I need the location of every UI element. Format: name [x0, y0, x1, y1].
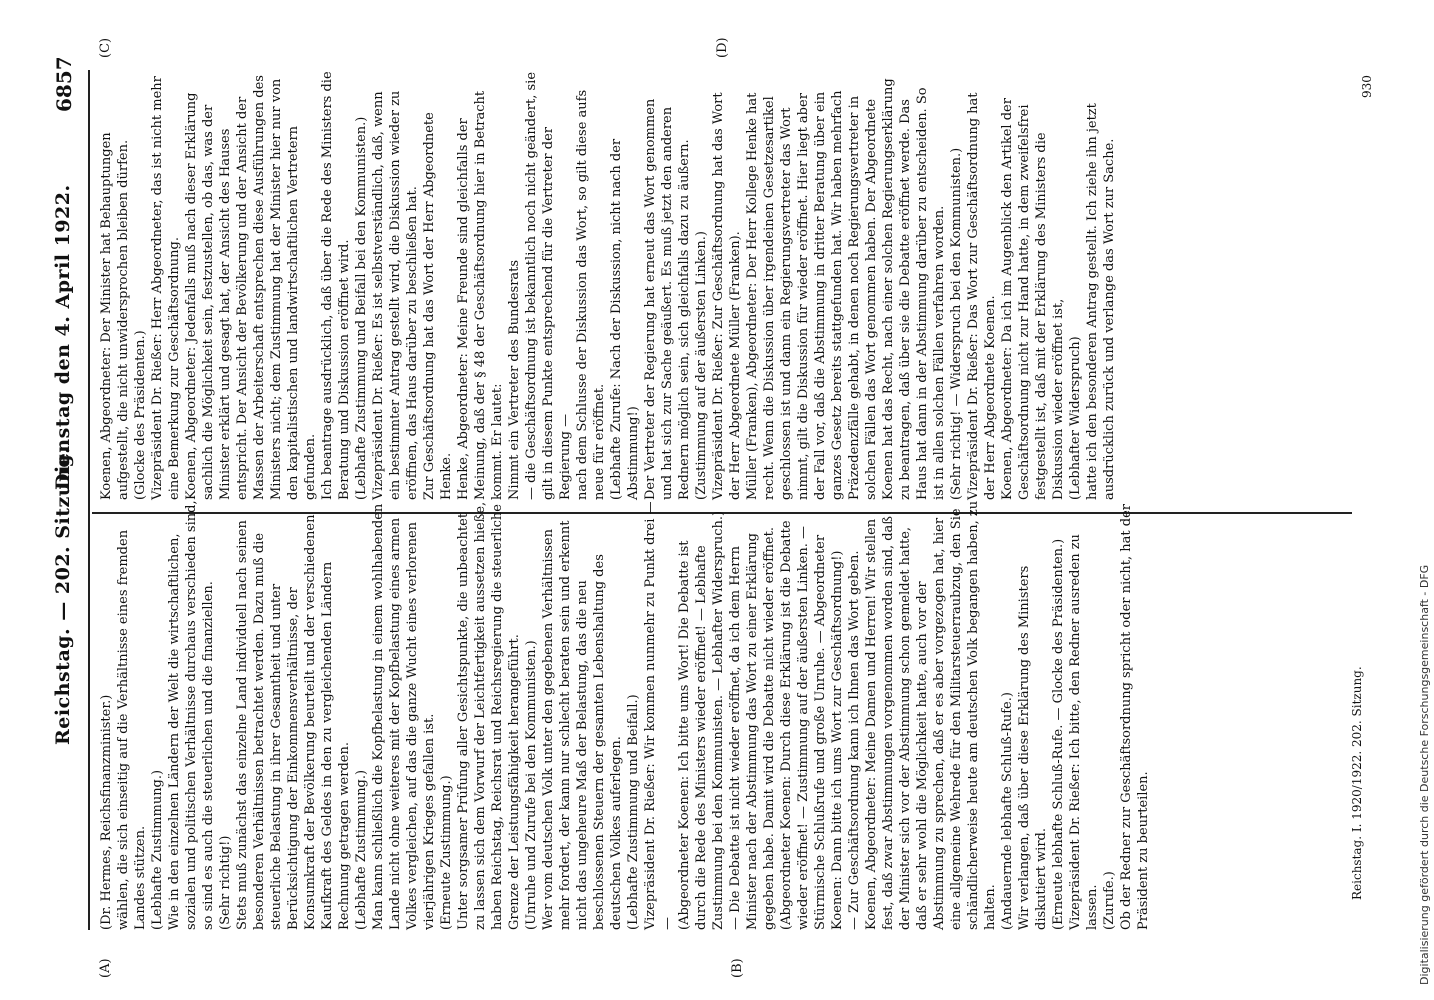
- left-p16: (Abgeordneter Koenen: Durch diese Erklärung ist die Debatte wieder eröffnet! — Zustimmung auf der äußersten Linken. — Stürmische Schlußrufe und große Unruhe. — Abgeordneter Koenen: Dann bitte ich ums Wort zur Geschäftsordnung!): [779, 520, 845, 930]
- left-p18: Koenen, Abgeordneter: Meine Damen und Herren! Wir stellen fest, daß zwar Abstimmungen vorgenommen worden sind, daß der Minister sich vor der Abstimmung schon gemeldet hatte, daß er sehr wohl die Möglichkeit hatte, auch vor der Abstimmung zu sprechen, daß er es aber vorgezogen hat, hier eine allgemeine Wehrede für den Militarsteuerraubzug, den Sie schändlicherweise heute am deutschen Volk begangen haben, zu halten.: [864, 500, 998, 930]
- left-p1: wählen, die sich einseitig auf die Verhältnisse eines fremden Landes stützen.: [116, 529, 148, 930]
- header-center: Dienstag den 4. April 1922.: [52, 184, 74, 490]
- left-p2: (Lebhafte Zustimmung.): [150, 769, 165, 930]
- margin-marker-c: (C): [98, 37, 113, 58]
- left-p7: Man kann schließlich die Kopfbelastung in einem wohlhabenden Lande nicht ohne weiteres mit der Kopfbelastung eines armen Volkes vergleichen, auf das die ganze Wucht eines verlorenen vierjährigen Krieges gefallen ist.: [371, 503, 437, 930]
- right-p0: Koenen, Abgeordneter: Der Minister hat Behauptungen aufgestellt, die nicht unwidersprochen bleiben dürfen.: [99, 132, 131, 500]
- right-p12: (Lebhafte Zurufe: Nach der Diskussion, nicht nach der Abstimmung!): [609, 138, 641, 500]
- right-p7: Zur Geschäftsordnung hat das Wort der Herr Abgeordnete Henke.: [422, 112, 454, 500]
- right-column: [98, 70, 1118, 500]
- left-p5: Stets muß zunächst das einzelne Land individuell nach seinen besonderen Verhältnissen betrachtet werden. Dazu muß die steuerliche Belastung in ihrer Gesamtheit und unter Berücksichtigung der Einkommensverhältnisse, der Konsumkraft der Bevölkerung beurteilt und der verschiedenen Kaufkraft des Geldes in den zu vergleichenden Ländern Rechnung getragen werden.: [235, 514, 352, 930]
- left-p8: (Erneute Zustimmung.): [439, 775, 454, 930]
- right-p9: Nimmt ein Vertreter des Bundesrats: [507, 259, 522, 500]
- page-number: 6857: [52, 56, 76, 112]
- left-p12: (Lebhafte Zustimmung und Beifall.): [626, 694, 641, 930]
- right-p10: — die Geschäftsordnung ist bekanntlich noch nicht geändert, sie gilt in diesem Punkte entsprechend für die Vertreter der Regierung —: [524, 71, 573, 500]
- margin-marker-d: (D): [715, 37, 730, 58]
- right-p21: hatte ich den besonderen Antrag gestellt. Ich ziehe ihn jetzt ausdrücklich zurück und verlange das Wort zur Sache.: [1085, 103, 1117, 500]
- left-p23: (Zurufe.): [1102, 871, 1117, 930]
- left-p19: (Andauernde lebhafte Schluß-Rufe.): [1000, 692, 1015, 930]
- left-p20: Wir verlangen, daß über diese Erklärung des Ministers diskutiert wird.: [1017, 565, 1049, 930]
- right-p20: (Lebhafter Widerspruch): [1068, 336, 1083, 500]
- left-p17: — Zur Geschäftsordnung kann ich Ihnen das Wort geben.: [847, 550, 862, 930]
- left-p13: Vizepräsident Dr. Rießer: Wir kommen nunmehr zu Punkt drei — —: [643, 501, 675, 930]
- left-p3: Wie in den einzelnen Ländern der Welt die wirtschaftlichen, sozialen und politischen Verhältnisse durchaus verschieden sind, so sind es auch die steuerlichen und die finanziellen.: [167, 500, 216, 930]
- header-left: Reichstag. — 202. Sitzung.: [52, 446, 74, 745]
- margin-marker-b: (B): [730, 958, 745, 978]
- left-p0: (Dr. Hermes, Reichsfinanzminister.): [99, 694, 114, 930]
- right-p1: (Glocke des Präsidenten.): [133, 330, 148, 500]
- right-p3: Koenen, Abgeordneter: Jedenfalls muß nach dieser Erklärung sachlich die Möglichkeit sein, festzustellen, ob das, was der Minister erklärt und gesagt hat, der Ansicht des Hauses entspricht. Der Ansicht der Bevölkerung und der Ansicht der Massen der Arbeiterschaft entsprechen diese Ausführungen des Ministers nicht; dem Zustimmung hat der Minister hier nur von den kapitalistischen und landwirtschaftlichen Vertretern gefunden.: [184, 75, 318, 500]
- left-p10: (Unruhe und Zurufe bei den Kommunisten.): [524, 640, 539, 930]
- right-p8: Henke, Abgeordneter: Meine Freunde sind gleichfalls der Meinung, daß der § 48 der Geschäftsordnung hier in Betracht kommt. Er lautet:: [456, 90, 505, 500]
- footer-right: 930: [1360, 75, 1374, 98]
- margin-marker-a: (A): [98, 958, 113, 978]
- left-column: [98, 500, 1152, 930]
- left-p6: (Lebhafte Zustimmung.): [354, 769, 369, 930]
- left-p15: — Die Debatte ist nicht wieder eröffnet, da ich dem Herrn Minister nach der Abstimmung das Wort zu einer Erklärung gegeben habe. Damit wird die Debatte nicht wieder eröffnet.: [728, 527, 777, 930]
- left-p24: Ob der Redner zur Geschäftsordnung spricht oder nicht, hat der Präsident zu beurteilen.: [1119, 504, 1151, 930]
- right-p18: Vizepräsident Dr. Rießer: Das Wort zur Geschäftsordnung hat der Herr Abgeordnete Koenen.: [966, 92, 998, 500]
- footer-left: Reichstag. I. 1920/1922. 202. Sitzung.: [1350, 666, 1364, 900]
- right-p4: Ich beantrage ausdrücklich, daß über die Rede des Ministers die Beratung und Diskussion eröffnet wird.: [320, 71, 352, 500]
- left-p21: (Erneute lebhafte Schluß-Rufe. — Glocke des Präsidenten.): [1051, 538, 1066, 930]
- right-p13: Der Vertreter der Regierung hat erneut das Wort genommen und hat sich zur Sache geäußert. Es muß jetzt den anderen Rednern möglich sein, sich gleichfalls dazu zu äußern.: [643, 98, 692, 500]
- right-p17: (Sehr richtig! — Widerspruch bei den Kommunisten.): [949, 147, 964, 500]
- left-p9: Unter sorgsamer Prüfung aller Gesichtspunkte, die unbeachtet zu lassen sich dem Vorwurf der Leichtfertigkeit aussetzen hieße, haben Reichstag, Reichsrat und Reichsregierung die steuerliche Grenze der Leistungsfähigkeit herangeführt.: [456, 501, 522, 930]
- left-p14: (Abgeordneter Koenen: Ich bitte ums Wort! Die Debatte ist durch die Rede des Ministers wieder eröffnet! — Lebhafte Zustimmung bei den Kommunisten. — Lebhafter Widerspruch.): [677, 510, 726, 930]
- header-rule: [88, 70, 90, 930]
- right-p15: Vizepräsident Dr. Rießer: Zur Geschäftsordnung hat das Wort der Herr Abgeordnete Müller (Franken).: [711, 92, 743, 500]
- right-p14: (Zustimmung auf der äußersten Linken.): [694, 231, 709, 500]
- left-p11: Wer vom deutschen Volk unter den gegebenen Verhältnissen mehr fordert, der kann nur schlecht beraten sein und erkennt nicht das ungeheure Maß der Belastung, das die neu beschlossenen Steuern der gesamten Lebenshaltung des deutschen Volkes auferlegen.: [541, 520, 624, 930]
- right-p11: nach dem Schlusse der Diskussion das Wort, so gilt diese aufs neue für eröffnet.: [575, 89, 607, 500]
- right-p2: Vizepräsident Dr. Rießer: Herr Abgeordneter, das ist nicht mehr eine Bemerkung zur Geschäftsordnung.: [150, 76, 182, 500]
- side-caption: Digitalisierung gefördert durch die Deutsche Forschungsgemeinschaft - DFG: [1418, 564, 1431, 985]
- right-p6: Vizepräsident Dr. Rießer: Es ist selbstverständlich, daß, wenn ein bestimmter Antrag gestellt wird, die Diskussion wieder zu eröffnen, das Haus darüber zu beschließen hat.: [371, 90, 420, 500]
- left-p22: Vizepräsident Dr. Rießer: Ich bitte, den Redner ausreden zu lassen.: [1068, 534, 1100, 930]
- right-p19: Koenen, Abgeordneter: Da ich im Augenblick den Artikel der Geschäftsordnung nicht zur Hand hatte, in dem zweifelsfrei festgestellt ist, daß mit der Erklärung des Ministers die Diskussion wieder eröffnet ist,: [1000, 98, 1066, 500]
- left-p4: (Sehr richtig!): [218, 835, 233, 930]
- right-p5: (Lebhafte Zustimmung und Beifall bei den Kommunisten.): [354, 116, 369, 500]
- right-p16: Müller (Franken), Abgeordneter: Der Herr Kollege Henke hat recht. Wenn die Diskussion über irgendeinen Gesetzesartikel geschlossen ist und dann ein Regierungsvertreter das Wort nimmt, gilt die Diskussion für wieder eröffnet. Hier liegt aber der Fall vor, daß die Abstimmung in dritter Beratung über ein ganzes Gesetz bereits stattgefunden hat. Wir haben mehrfach Präzedenzfälle gehabt, in denen noch Regierungsvertreter in solchen Fällen das Wort genommen haben. Der Abgeordnete Koenen hat das Recht, nach einer solchen Regierungserklärung zu beantragen, daß über sie die Debatte eröffnet werde. Das Haus hat dann in der Abstimmung darüber zu entscheiden. So ist in allen solchen Fällen verfahren worden.: [745, 78, 947, 500]
